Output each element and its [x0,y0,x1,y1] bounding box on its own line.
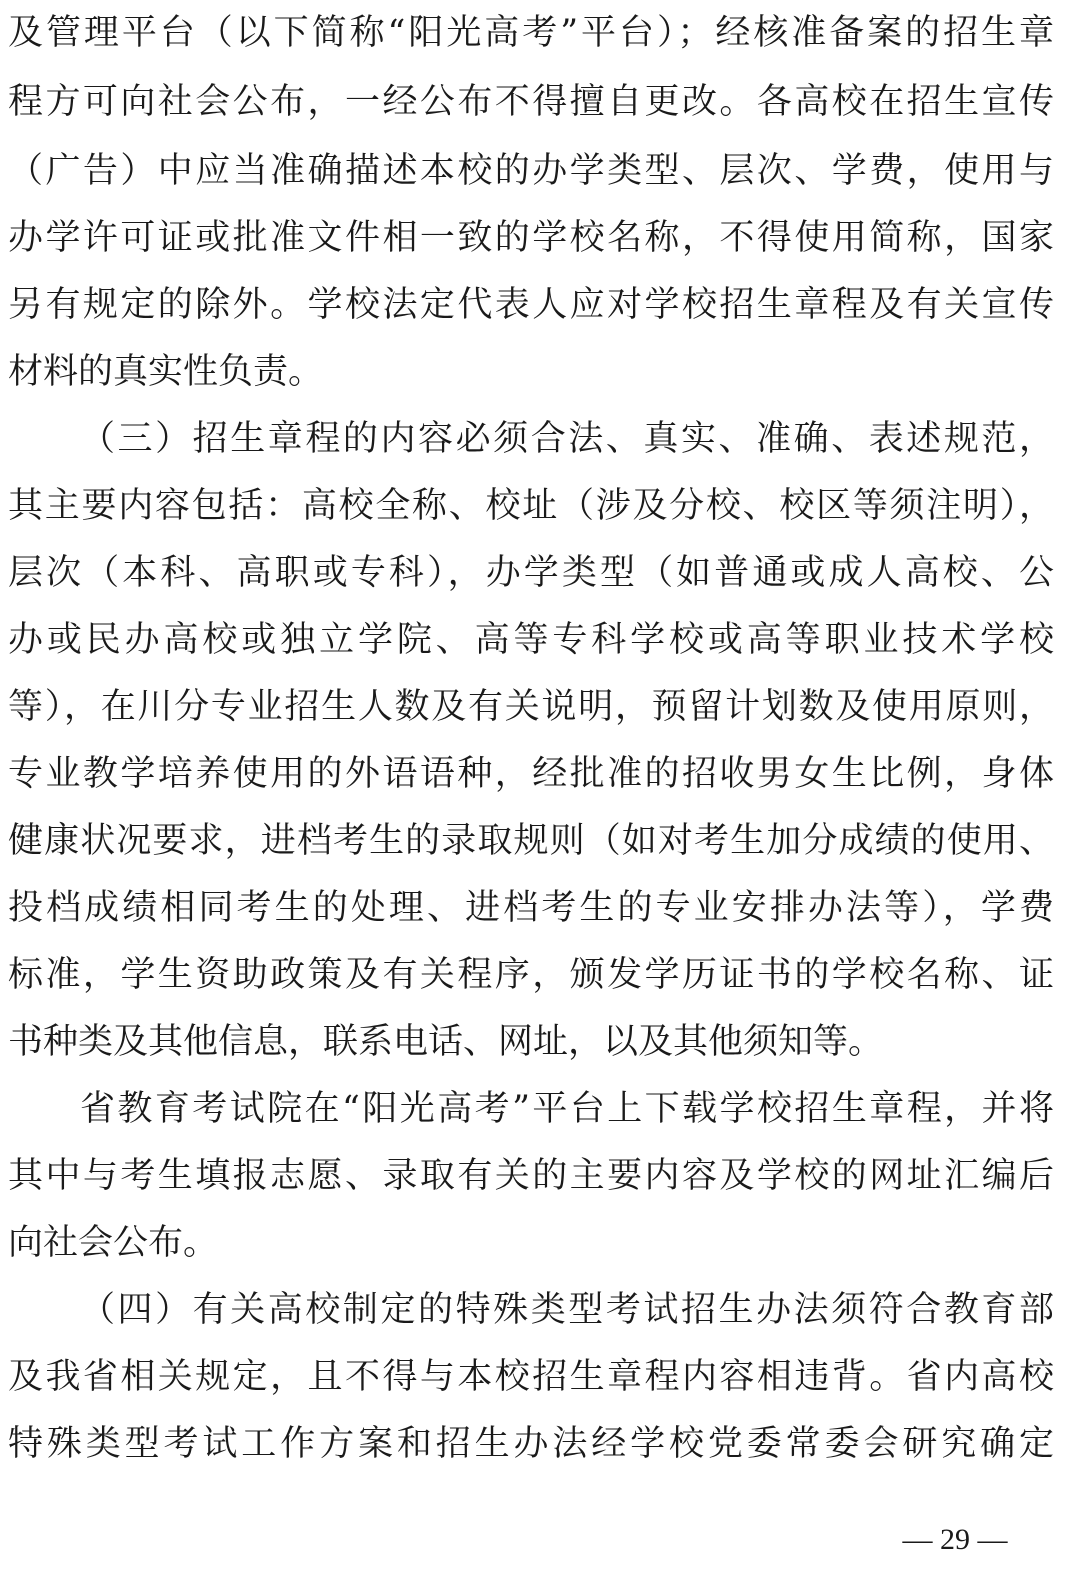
paragraph-first-line: 省教育考试院在“阳光高考”平台上下载学校招生章程，并将 [80,1089,1054,1129]
text-line: 标准，学生资助政策及有关程序，颁发学历证书的学校名称、证 [8,955,1054,995]
text-line: 其中与考生填报志愿、录取有关的主要内容及学校的网址汇编后 [8,1156,1054,1196]
text-line: 材料的真实性负责。 [8,352,324,392]
paragraph-first-line: （三）招生章程的内容必须合法、真实、准确、表述规范， [80,419,1054,459]
text-line: 程方可向社会公布，一经公布不得擅自更改。各高校在招生宣传 [8,82,1054,122]
text-line: （广告）中应当准确描述本校的办学类型、层次、学费，使用与 [8,151,1054,191]
text-line: 及我省相关规定，且不得与本校招生章程内容相违背。省内高校 [8,1357,1054,1397]
text-line: 投档成绩相同考生的处理、进档考生的专业安排办法等），学费 [8,888,1054,928]
text-line: 特殊类型考试工作方案和招生办法经学校党委常委会研究确定 [8,1424,1054,1464]
text-line: 另有规定的除外。学校法定代表人应对学校招生章程及有关宣传 [8,285,1054,325]
text-line: 及管理平台（以下简称“阳光高考”平台）；经核准备案的招生章 [8,13,1054,53]
paragraph-first-line: （四）有关高校制定的特殊类型考试招生办法须符合教育部 [80,1290,1054,1330]
text-line: 其主要内容包括：高校全称、校址（涉及分校、校区等须注明）， [8,486,1054,526]
text-line: 办或民办高校或独立学院、高等专科学校或高等职业技术学校 [8,620,1054,660]
text-line: 专业教学培养使用的外语语种，经批准的招收男女生比例，身体 [8,754,1054,794]
text-line: 健康状况要求，进档考生的录取规则（如对考生加分成绩的使用、 [8,821,1054,861]
text-line: 向社会公布。 [8,1223,219,1263]
text-line: 书种类及其他信息，联系电话、网址，以及其他须知等。 [8,1022,884,1062]
text-line: 等），在川分专业招生人数及有关说明，预留计划数及使用原则， [8,687,1054,727]
page-number: — 29 — [902,1523,1008,1556]
text-line: 办学许可证或批准文件相一致的学校名称，不得使用简称，国家 [8,218,1054,258]
text-line: 层次（本科、高职或专科），办学类型（如普通或成人高校、公 [8,553,1054,593]
